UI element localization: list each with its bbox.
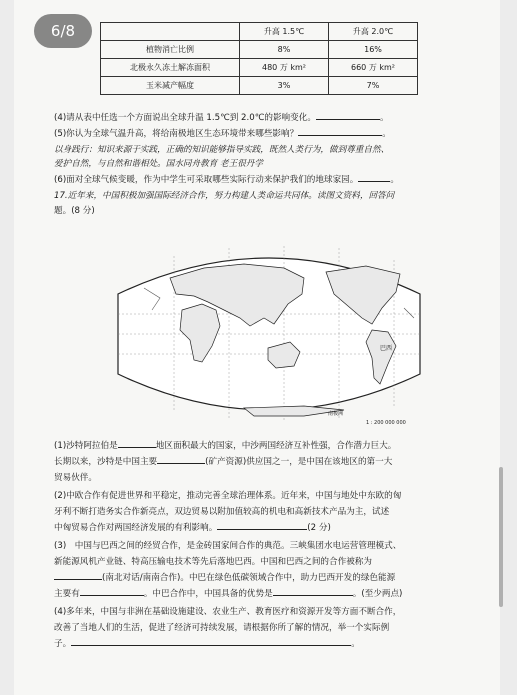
question-6: (6)面对全球气候变暖，作为中学生可采取哪些实际行动来保护我们的地球家园。 。 xyxy=(54,175,399,185)
table-row xyxy=(101,23,418,41)
text-line: 。中巴合作中，中国具备的优势是 xyxy=(143,589,273,599)
text-line: (矿产资源)供应国之一，是中国在该地区的第一大 xyxy=(205,457,393,467)
q17-3 xyxy=(54,572,395,584)
table-cell: 7% xyxy=(329,77,418,95)
table-cell: 660 万 km² xyxy=(329,59,418,77)
table-row xyxy=(101,41,418,59)
table-cell: 3% xyxy=(240,77,329,95)
map-label-brazil: 巴西 xyxy=(380,345,393,352)
table-cell xyxy=(101,23,240,41)
q17-1 xyxy=(54,440,396,452)
text-line: 牙利不断打造务实合作新亮点，双边贸易以附加值较高的机电和高新技术产品为主，试述 xyxy=(54,507,390,517)
table-cell: 升高 2.0℃ xyxy=(329,23,418,41)
text-line: 题。(8 分) xyxy=(54,206,95,216)
answer-blank[interactable] xyxy=(54,579,102,580)
world-map xyxy=(104,238,434,430)
score-note: (2 分) xyxy=(307,523,331,533)
climate-table xyxy=(100,22,418,95)
text-line: 爱护自然，与自然和谐相处。国水同舟教育 老王很丹学 xyxy=(54,159,263,169)
text-line: 17.近年来，中国积极加强国际经济合作，努力构建人类命运共同体。读图文资料，回答问 xyxy=(54,191,395,201)
q17-2 xyxy=(54,522,331,534)
text-line: (1)沙特阿拉伯是 xyxy=(54,441,118,451)
text-line: 改善了当地人们的生活，促进了经济可持续发展，请根据你所了解的情况，举一个实际例 xyxy=(54,623,390,633)
text-line: 新能源风机产业链、特高压输电技术等先后落地巴西。中国和巴西之间的合作被称为 xyxy=(54,557,372,567)
question-4: (4)请从表中任选一个方面说出全球升温 1.5℃到 2.0℃的影响变化。 。 xyxy=(54,113,389,123)
answer-blank[interactable] xyxy=(157,463,205,464)
map-label-antarctica: 南极洲 xyxy=(328,411,344,417)
text-line: (6)面对全球气候变暖，作为中学生可采取哪些实际行动来保护我们的地球家园。 xyxy=(54,175,359,185)
table-cell: 480 万 km² xyxy=(240,59,329,77)
table-cell: 16% xyxy=(329,41,418,59)
text-line: 贸易伙伴。 xyxy=(54,473,97,483)
text-line: (2)中欧合作有促进世界和平稳定，推动完善全球治理体系。近年来，中国与地处中东欧的匈 xyxy=(54,491,402,501)
text-line: (南北对话/南南合作)。中巴在绿色低碳领域合作中，助力巴西开发的绿色能源 xyxy=(102,573,396,583)
answer-blank[interactable] xyxy=(71,645,351,646)
table-row xyxy=(101,77,418,95)
map-scale: 1 : 200 000 000 xyxy=(366,420,406,426)
text-line: 长期以来，沙特是中国主要 xyxy=(54,457,158,467)
answer-blank[interactable] xyxy=(316,119,380,120)
answer-blank[interactable] xyxy=(80,595,144,596)
page-indicator: 6/8 xyxy=(34,14,92,48)
q17-3-cont xyxy=(54,588,402,600)
table-row xyxy=(101,59,418,77)
question-5: (5)你认为全球气温升高，将给南极地区生态环境带来哪些影响？ 。 xyxy=(54,129,391,139)
table-cell: 北极永久冻土解冻面积 xyxy=(101,59,240,77)
text-line: (4)多年来，中国与非洲在基础设施建设、农业生产、教育医疗和资源开发等方面不断合作， xyxy=(54,607,402,617)
table-cell: 植物消亡比例 xyxy=(101,41,240,59)
document-page xyxy=(14,0,500,695)
answer-blank[interactable] xyxy=(273,595,353,596)
text-line: 中匈贸易合作对两国经济发展的有利影响。 xyxy=(54,523,218,533)
answer-blank[interactable] xyxy=(217,529,307,530)
answer-blank[interactable] xyxy=(118,447,156,448)
text-line: (4)请从表中任选一个方面说出全球升温 1.5℃到 2.0℃的影响变化。 xyxy=(54,113,316,123)
text-line: 地区面积最大的国家，中沙两国经济互补性强，合作潜力巨大。 xyxy=(155,441,397,451)
table-cell: 8% xyxy=(240,41,329,59)
text-line: 以身践行：知识来源于实践，正确的知识能够指导实践，既然人类行为，做到尊重自然、 xyxy=(54,145,390,155)
text-line: 子。 xyxy=(54,639,72,649)
table-cell: 升高 1.5℃ xyxy=(240,23,329,41)
q17-4: 子。 。 xyxy=(54,639,360,649)
text-line: 主要有 xyxy=(54,589,80,599)
answer-blank[interactable] xyxy=(298,135,382,136)
answer-blank[interactable] xyxy=(358,181,390,182)
q17-1-cont xyxy=(54,456,392,468)
scrollbar[interactable] xyxy=(499,467,503,607)
table-cell: 玉米减产幅度 xyxy=(101,77,240,95)
text-line: (3) 中国与巴西之间的经贸合作，是金砖国家间合作的典范。三峡集团水电运营管理模式、 xyxy=(54,541,402,551)
text-line: (5)你认为全球气温升高，将给南极地区生态环境带来哪些影响？ xyxy=(54,129,299,139)
text-line: 。(至少两点) xyxy=(352,589,403,599)
